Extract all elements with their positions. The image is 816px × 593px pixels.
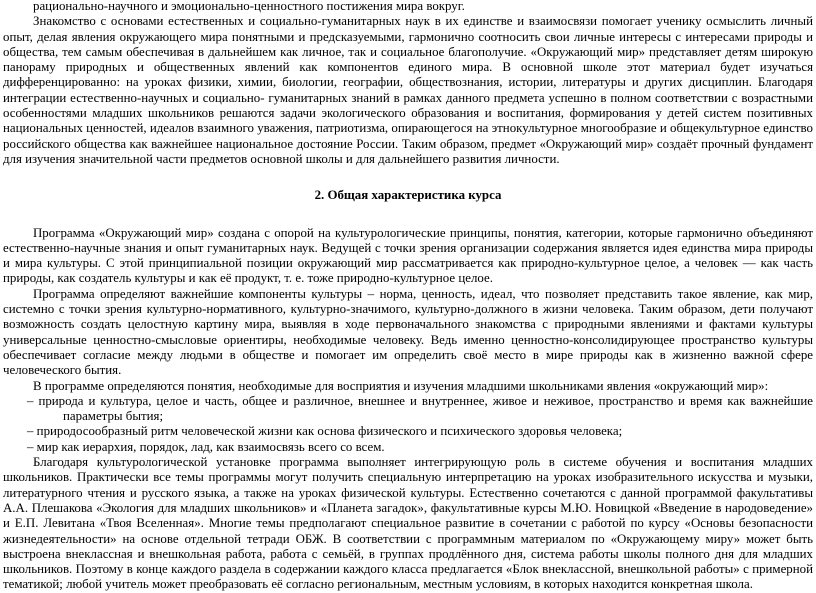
section-title: 2. Общая характеристика курса xyxy=(314,188,502,203)
list-item: – природа и культура, целое и часть, общее и различное, внешнее и внутреннее, живое и неживое, пространство и время как важнейшие параметры бытия; xyxy=(3,394,813,425)
list-item: – природосообразный ритм человеческой жизни как основа физического и психического здоровья человека; xyxy=(3,424,813,439)
concepts-list xyxy=(3,394,813,455)
list-item: – мир как иерархия, порядок, лад, как взаимосвязь всего со всем. xyxy=(3,440,813,455)
paragraph-program-basis: Программа «Окружающий мир» создана с опорой на культурологические принципы, понятия, категории, которые гармонично объединяют естественно-научные знания и опыт гуманитарных наук. Ведущей с точки зрения организации содержания является идея единства мира природы и мира культуры. С этой принципиальной позиции окружающий мир рассматривается как природно-культурное целое, а человек — как часть природы, как создатель культуры и как её продукт, т. е. тоже природно-культурное целое. xyxy=(3,225,813,286)
intro-tail-paragraph: рационально-научного и эмоционально-ценностного постижения мира вокруг. xyxy=(33,0,465,13)
paragraph-integration-role: Благодаря культурологической установке программа выполняет интегрирующую роль в системе обучения и воспитания младших школьников. Практически все темы программы могут получить специальную интерпретацию на уроках изобразительного искусства и музыки, литературного чтения и русского языка, а также на уроках физической культуры. Естественно сочетаются с данной программой факультативы А.А. Плешакова «Экология для младших школьников» и «Планета загадок», факультативные курсы М.Ю. Новицкой «Введение в народоведение» и Е.П. Левитана «Твоя Вселенная». Многие темы предполагают специальное развитие в сочетании с работой по курсу «Основы безопасности жизнедеятельности» на основе отдельной тетради ОБЖ. В соответствии с программным материалом по «Окружающему миру» может быть выстроена внеклассная и внешкольная работа, работа с семьёй, в группах продлённого дня, система работы школы полного дня для младших школьников. Поэтому в конце каждого раздела в содержании каждого класса предлагается «Блок внеклассной, внешкольной работы» с примерной тематикой; любой учитель может преобразовать её согласно региональным, местным условиям, в которых находится конкретная школа. xyxy=(3,455,813,592)
paragraph-concepts-intro: В программе определяются понятия, необходимые для восприятия и изучения младшими школьниками явления «окружающий мир»: xyxy=(33,378,769,393)
paragraph-culture-components: Программа определяют важнейшие компоненты культуры – норма, ценность, идеал, что позволяет представить такое явление, как мир, системно с точки зрения культурно-нормативного, культурно-значимого, культурно-должного в жизни человека. Таким образом, дети получают возможность создать целостную картину мира, выявляя в ходе первоначального знакомства с природными явлениями и фактами культуры универсальные ценностно-смысловые ориентиры, необходимые человеку. Ведь именно ценностно-консолидирующее пространство культуры обеспечивает согласие между людьми в обществе и помогает им определить своё место в мире природы как в жизненно важной сфере человеческого бытия. xyxy=(3,286,813,378)
paragraph-knowledge-basics: Знакомство с основами естественных и социально-гуманитарных наук в их единстве и взаимосвязи помогает ученику осмыслить личный опыт, делая явления окружающего мира понятными и предсказуемыми, гармонично соотносить свои личные интересы с интересами природы и общества, тем самым обеспечивая в дальнейшем как личное, так и социальное благополучие. «Окружающий мир» представляет детям широкую панораму природных и общественных явлений как компонентов единого мира. В основной школе этот материал будет изучаться дифференцированно: на уроках физики, химии, биологии, географии, обществознания, истории, литературы и других дисциплин. Благодаря интеграции естественно-научных и социально- гуманитарных знаний в рамках данного предмета успешно в полном соответствии с возрастными особенностями младших школьников решаются задачи экологического образования и воспитания, формирования у детей систем позитивных национальных ценностей, идеалов взаимного уважения, патриотизма, опирающегося на этнокультурное многообразие и общекультурное единство российского общества как важнейшее национальное достояние России. Таким образом, предмет «Окружающий мир» создаёт прочный фундамент для изучения значительной части предметов основной школы и для дальнейшего развития личности. xyxy=(3,14,813,166)
